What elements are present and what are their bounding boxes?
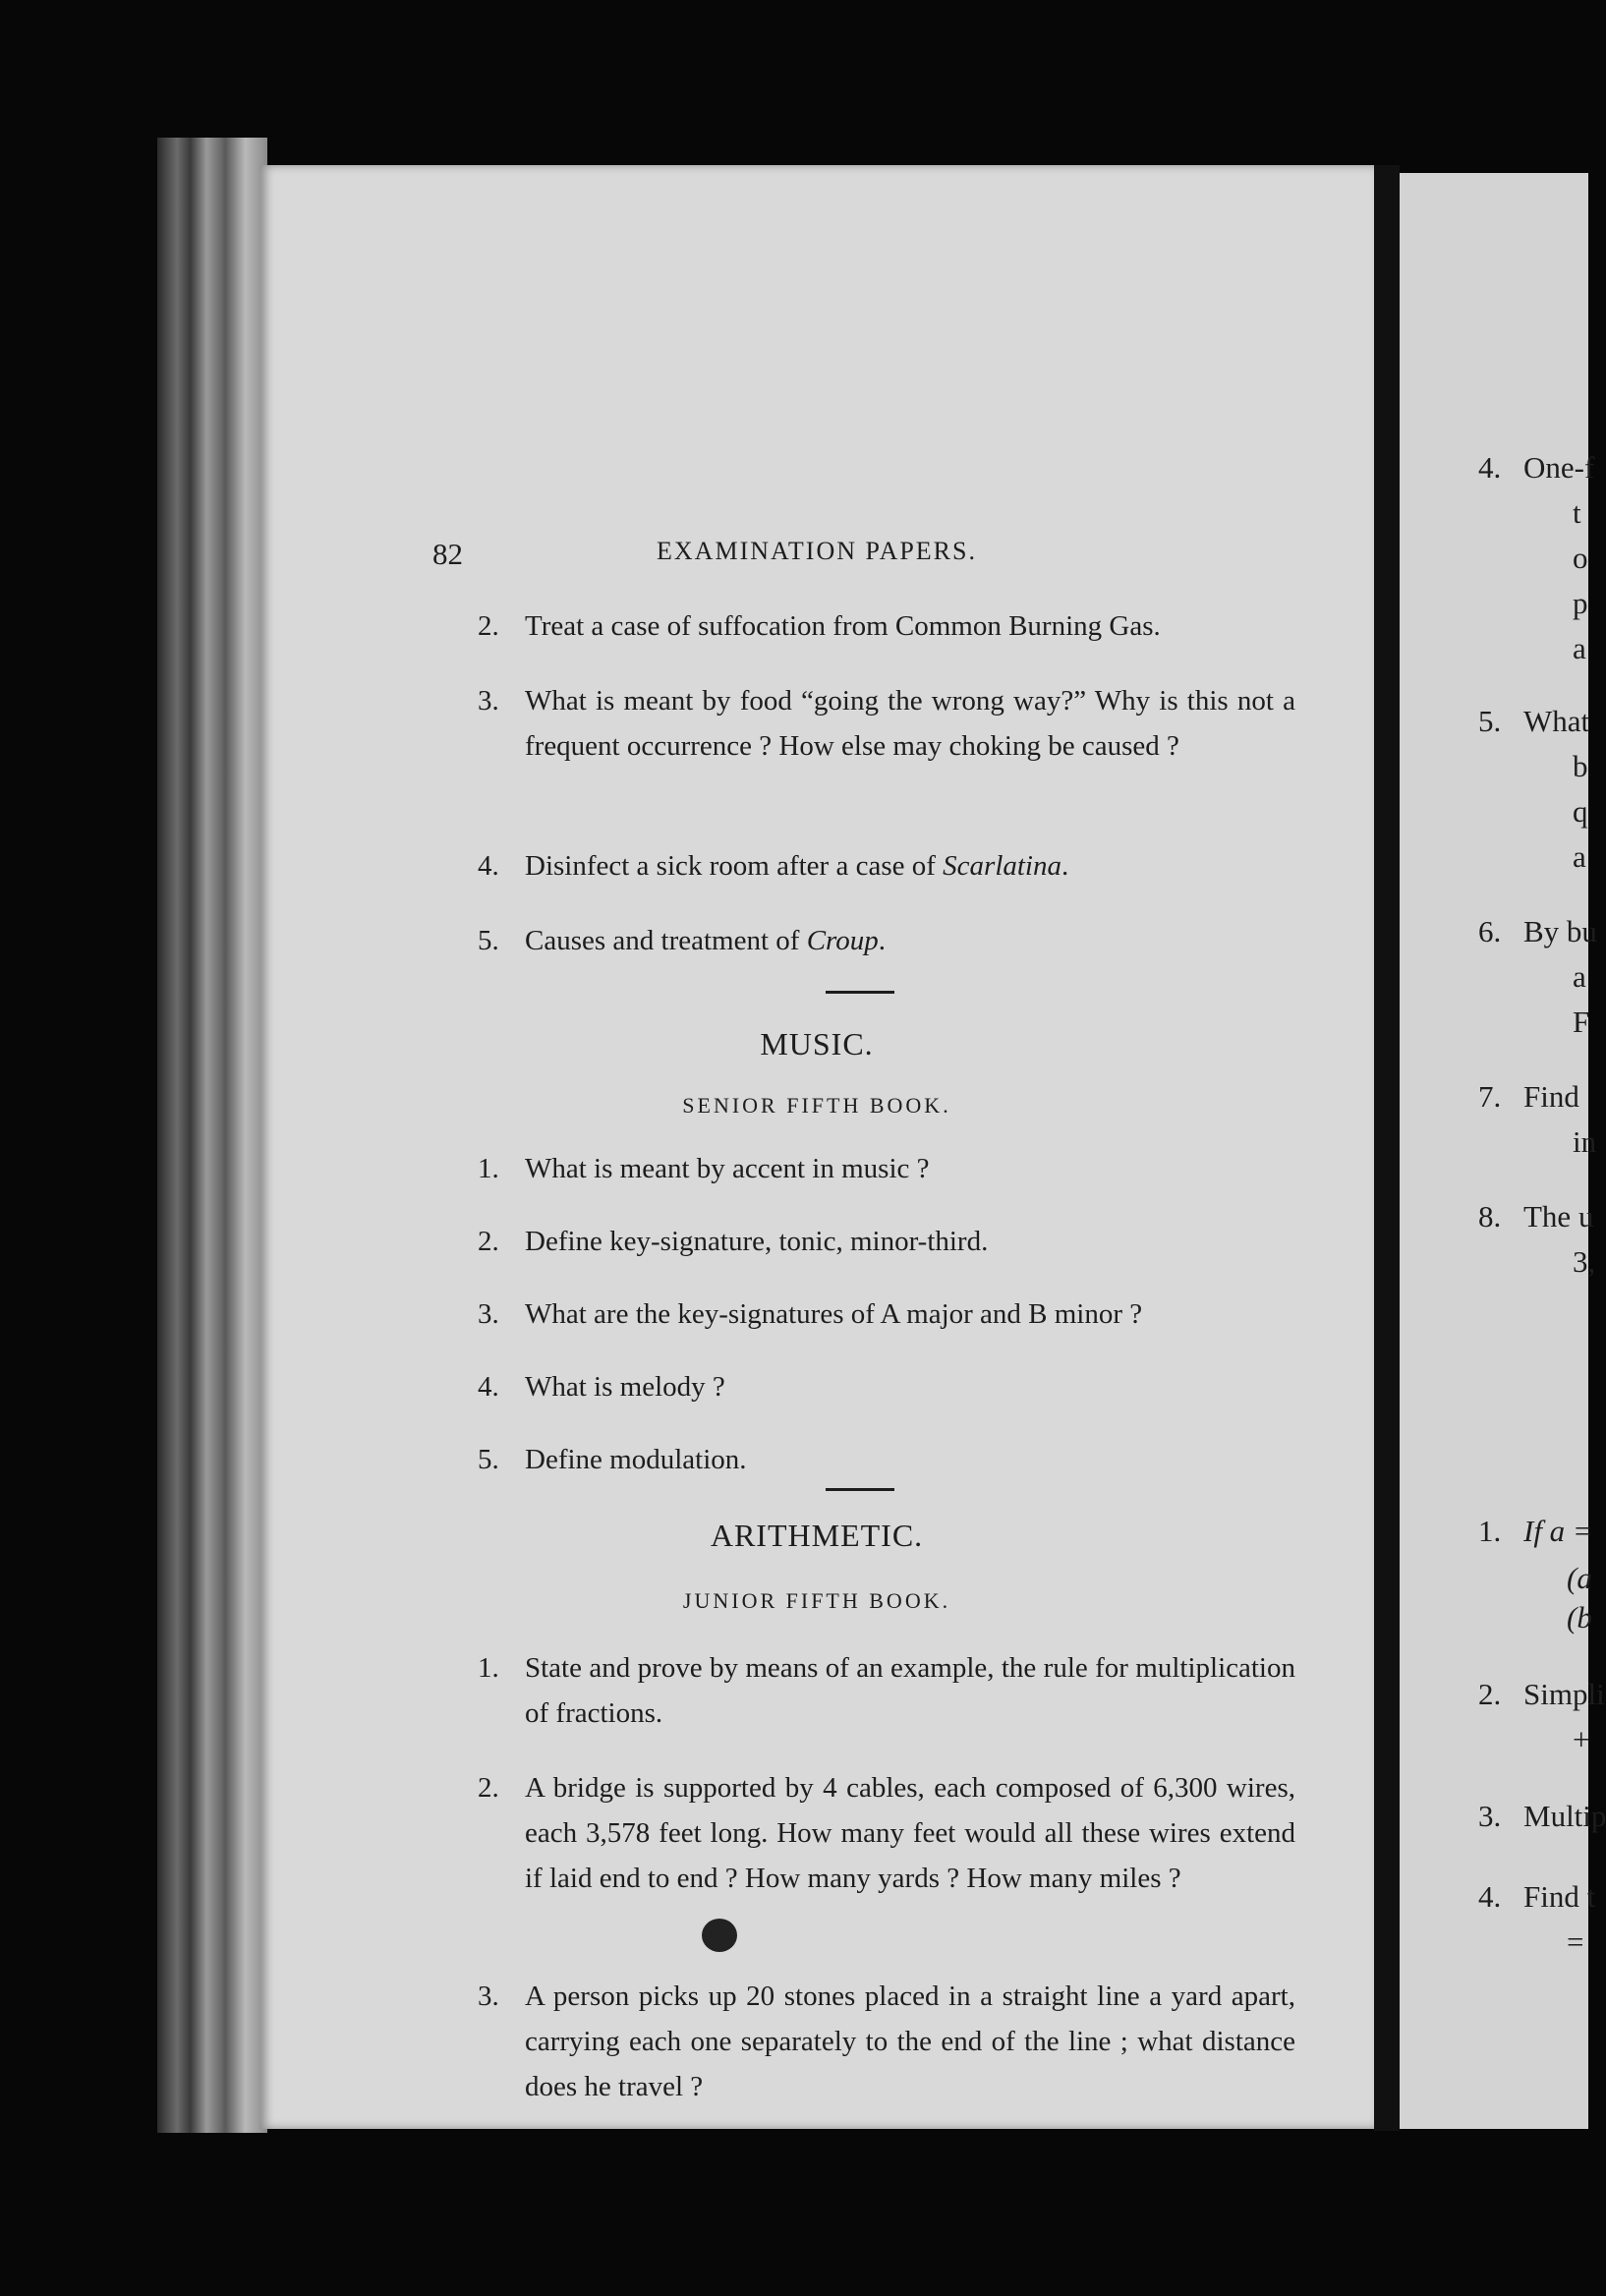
right-line: p	[1573, 586, 1588, 620]
running-title: EXAMINATION PAPERS.	[657, 537, 977, 565]
right-line: 4. One-f	[1478, 450, 1595, 485]
right-line: in	[1573, 1124, 1597, 1159]
right-line: 3. Multip	[1478, 1799, 1606, 1833]
right-line: +	[1573, 1722, 1590, 1756]
right-line: a	[1573, 959, 1586, 994]
question-arithmetic-2: 2. A bridge is supported by 4 cables, each composed of 6,300 wires, each 3,578 feet long. How many feet would all these wires extend if laid end to end ? How many yards ? How many miles ?	[478, 1772, 1295, 1894]
question-first-aid-2: 2. Treat a case of suffocation from Common Burning Gas.	[478, 610, 1161, 642]
question-arithmetic-3: 3. A person picks up 20 stones placed in a straight line a yard apart, carrying each one separately to the end of the line ; what distance does he travel ?	[478, 1980, 1295, 2102]
question-music-2: 2. Define key-signature, tonic, minor-third.	[478, 1226, 989, 1257]
right-line: t	[1573, 495, 1581, 530]
section-divider	[826, 1488, 894, 1491]
right-line: 2. Simpli	[1478, 1677, 1605, 1711]
right-line: q	[1573, 794, 1588, 829]
question-music-5: 5. Define modulation.	[478, 1444, 747, 1475]
right-line: o	[1573, 541, 1588, 575]
right-line: 3,	[1573, 1244, 1596, 1279]
question-first-aid-5: 5. Causes and treatment of Croup.	[478, 925, 886, 956]
right-line: F	[1573, 1004, 1590, 1039]
ink-blot	[702, 1919, 737, 1952]
right-line: (b	[1567, 1600, 1592, 1635]
page-header	[259, 537, 1374, 576]
question-music-4: 4. What is melody ?	[478, 1371, 725, 1403]
right-line: 1. If a =	[1478, 1514, 1593, 1548]
right-line: 6. By bu	[1478, 914, 1597, 948]
right-line: 7. Find	[1478, 1079, 1579, 1114]
right-line: b	[1573, 749, 1588, 783]
right-line: 4. Find t	[1478, 1879, 1596, 1914]
section-divider	[826, 991, 894, 994]
right-line: (a	[1567, 1561, 1592, 1595]
right-line: 8. The u	[1478, 1199, 1594, 1234]
right-line: =	[1567, 1924, 1584, 1959]
book-gutter	[1374, 165, 1400, 2131]
question-first-aid-3: 3. What is meant by food “going the wrong way?” Why is this not a frequent occurrence ? How else may choking be caused ?	[478, 685, 1295, 762]
section-heading-music: MUSIC.	[760, 1026, 874, 1062]
section-heading-arithmetic: ARITHMETIC.	[710, 1518, 924, 1553]
right-line: a	[1573, 631, 1586, 665]
question-arithmetic-1: 1. State and prove by means of an example, the rule for multiplication of fractions.	[478, 1652, 1295, 1729]
right-line: 5. What	[1478, 704, 1590, 738]
right-line: a	[1573, 839, 1586, 874]
subheading-arithmetic: JUNIOR FIFTH BOOK.	[682, 1588, 951, 1613]
question-music-3: 3. What are the key-signatures of A major and B minor ?	[478, 1298, 1143, 1330]
right-page-fragment	[1400, 173, 1606, 2129]
subheading-music: SENIOR FIFTH BOOK.	[682, 1093, 951, 1118]
left-page	[259, 165, 1374, 2129]
question-first-aid-4: 4. Disinfect a sick room after a case of Scarlatina.	[478, 850, 1069, 882]
question-music-1: 1. What is meant by accent in music ?	[478, 1153, 930, 1184]
page-number: 82	[432, 537, 463, 571]
book-page-edges	[157, 138, 267, 2133]
